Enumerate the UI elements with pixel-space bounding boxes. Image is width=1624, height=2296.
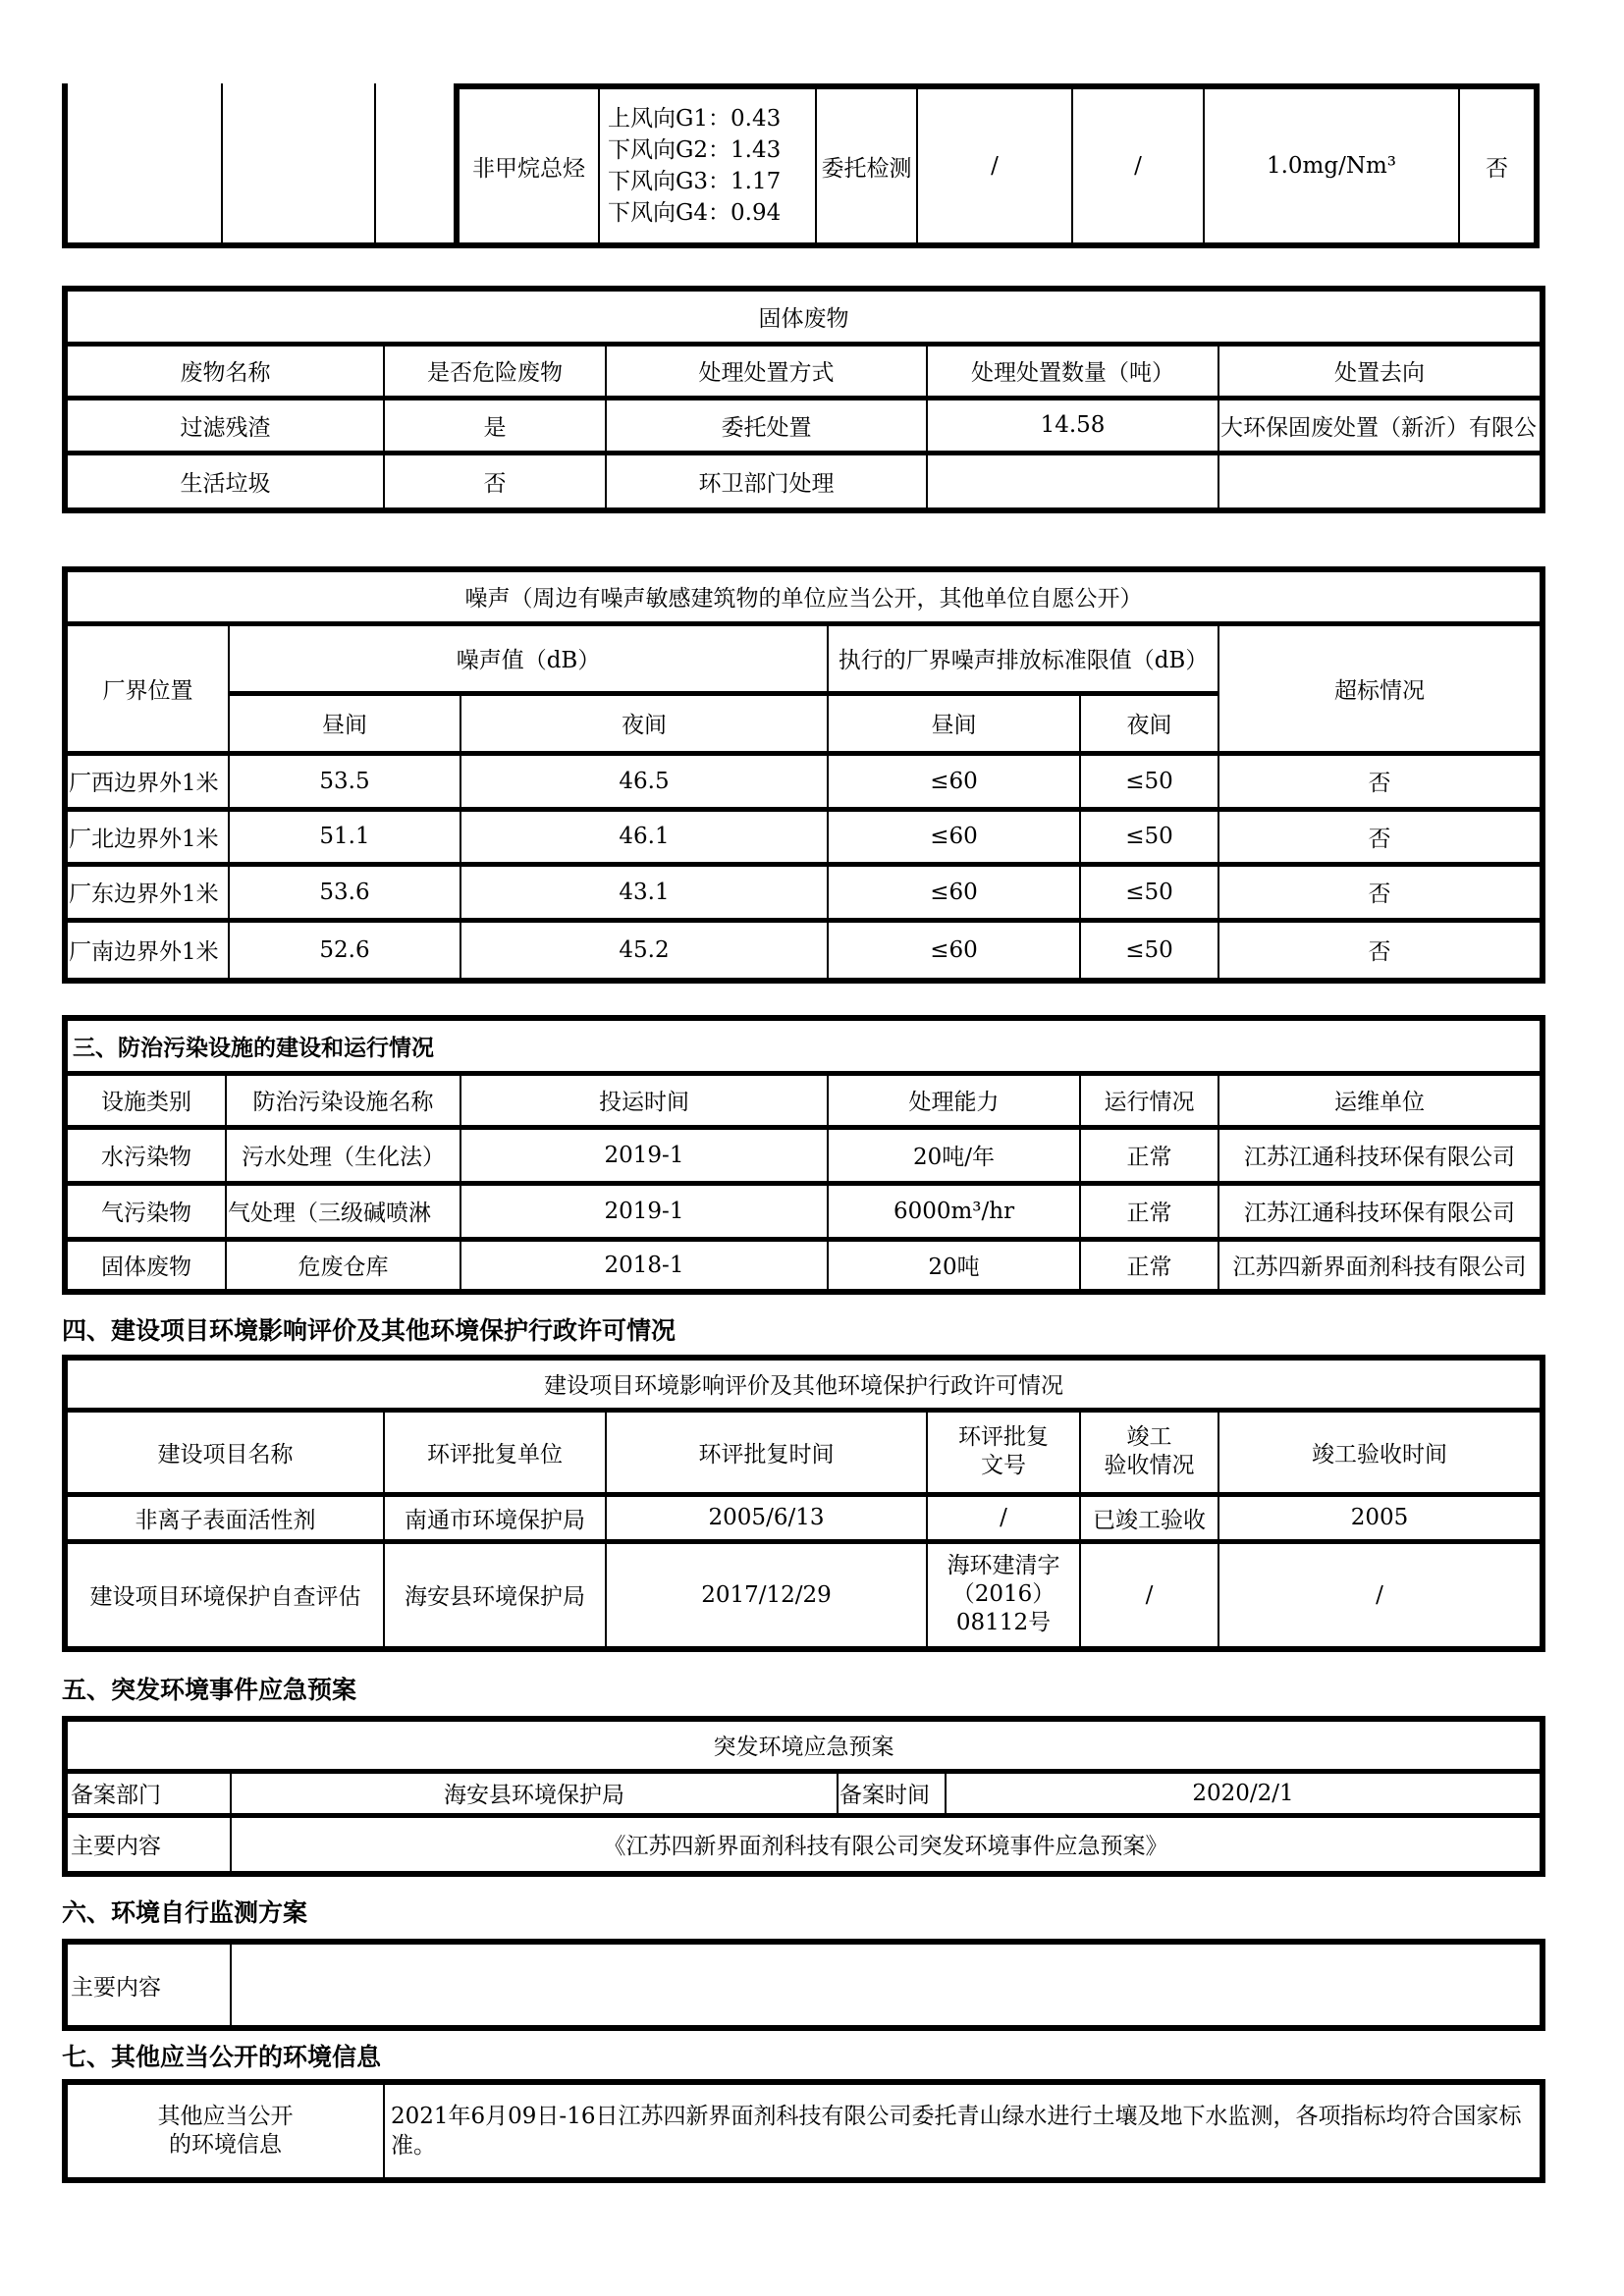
main-content-value: 《江苏四新界面剂科技有限公司突发环境事件应急预案》 [231,1815,1543,1874]
cell: 环卫部门处理 [606,453,927,510]
column-header: 环评批复时间 [606,1410,927,1494]
table-row [65,1239,1543,1292]
main-content-value [231,1942,1543,2028]
cell: 6000m³/hr [828,1183,1080,1239]
column-header: 废物名称 [65,344,384,398]
column-header: 昼间 [229,693,460,753]
cell: 海环建清字 （2016） 08112号 [927,1541,1080,1649]
table-row [65,864,1543,920]
cell: 否 [1218,809,1543,864]
group-header: 执行的厂界噪声排放标准限值（dB） [828,623,1218,693]
table-row [65,453,1543,510]
monitor-line: 下风向G2：1.43 [608,136,782,163]
cell: ≤60 [828,920,1080,981]
solid-waste-table [62,286,1545,513]
cell: 53.5 [229,753,460,809]
cell: 2019-1 [460,1183,828,1239]
cell: 已竣工验收 [1080,1494,1218,1541]
cell: 14.58 [927,398,1218,453]
table-row [65,1815,1543,1874]
table-row [65,753,1543,809]
cell: ≤60 [828,753,1080,809]
cell: 大环保固废处置（新沂）有限公 [1218,398,1543,453]
table-row [65,1942,1543,2028]
table-row [65,809,1543,864]
table-row [65,1541,1543,1649]
table-row [65,1127,1543,1183]
column-header: 竣工验收时间 [1218,1410,1543,1494]
empty-cell [376,83,454,242]
column-header: 是否危险废物 [384,344,606,398]
column-header: 昼间 [828,693,1080,753]
column-header: 环评批复单位 [384,1410,606,1494]
main-content-label: 主要内容 [65,1942,231,2028]
slash-cell: / [1073,89,1205,242]
column-header: 设施类别 [65,1073,226,1127]
cell: 43.1 [460,864,828,920]
cell: 厂北边界外1米 [65,809,229,864]
cell: 正常 [1080,1127,1218,1183]
air-monitoring-table-continued [62,83,1540,248]
column-header: 运维单位 [1218,1073,1543,1127]
cell: ≤60 [828,864,1080,920]
air-monitoring-row [454,83,1540,242]
table-row [65,1494,1543,1541]
cell: 2018-1 [460,1239,828,1292]
monitor-line: 下风向G3：1.17 [608,168,782,194]
cell: 江苏江通科技环保有限公司 [1218,1127,1543,1183]
table-row [65,1183,1543,1239]
cell: 53.6 [229,864,460,920]
cell: 2005 [1218,1494,1543,1541]
cell: ≤50 [1080,864,1218,920]
cell: 52.6 [229,920,460,981]
column-header: 处置去向 [1218,344,1543,398]
solid-waste-title: 固体废物 [65,289,1543,344]
cell: / [1218,1541,1543,1649]
cell: 非离子表面活性剂 [65,1494,384,1541]
cell: / [927,1494,1080,1541]
self-monitoring-table [62,1939,1545,2031]
table-row [65,920,1543,981]
column-header: 竣工 验收情况 [1080,1410,1218,1494]
monitoring-result-cell [600,89,817,242]
cell: 水污染物 [65,1127,226,1183]
cell: 否 [1218,864,1543,920]
cell: 正常 [1080,1183,1218,1239]
cell: 45.2 [460,920,828,981]
cell: / [1080,1541,1218,1649]
eia-table-title: 建设项目环境影响评价及其他环境保护行政许可情况 [65,1358,1543,1410]
monitoring-method-cell: 委托检测 [817,89,918,242]
column-header: 超标情况 [1218,623,1543,753]
cell: ≤60 [828,809,1080,864]
cell: 正常 [1080,1239,1218,1292]
column-header: 环评批复 文号 [927,1410,1080,1494]
cell: 生活垃圾 [65,453,384,510]
section5-heading: 五、突发环境事件应急预案 [62,1676,357,1704]
cell [927,453,1218,510]
exceed-status-cell: 否 [1486,155,1508,182]
noise-title: 噪声（周边有噪声敏感建筑物的单位应当公开，其他单位自愿公开） [65,569,1543,623]
slash-cell: / [918,89,1073,242]
cell: 厂南边界外1米 [65,920,229,981]
cell: 否 [384,453,606,510]
column-header: 夜间 [1080,693,1218,753]
table-row [65,398,1543,453]
monitor-line: 上风向G1：0.43 [608,105,782,132]
cell: 危废仓库 [226,1239,460,1292]
column-header: 处理处置方式 [606,344,927,398]
eia-permits-table [62,1355,1545,1652]
filing-dept-value: 海安县环境保护局 [231,1771,838,1815]
section4-heading: 四、建设项目环境影响评价及其他环境保护行政许可情况 [62,1316,677,1345]
column-header: 运行情况 [1080,1073,1218,1127]
table-row [65,1771,1543,1815]
cell: 气处理（三级碱喷淋 [226,1183,460,1239]
pollution-control-facilities-table [62,1015,1545,1295]
other-info-table [62,2079,1545,2183]
monitor-line: 下风向G4：0.94 [608,199,782,226]
cell: 江苏江通科技环保有限公司 [1218,1183,1543,1239]
table-row [65,2082,1543,2180]
cell: 海安县环境保护局 [384,1541,606,1649]
column-header: 厂界位置 [65,623,229,753]
report-page [62,83,1540,2183]
empty-cell [62,83,223,242]
emergency-plan-table [62,1716,1545,1877]
group-header: 噪声值（dB） [229,623,828,693]
other-info-content: 2021年6月09日-16日江苏四新界面剂科技有限公司委托青山绿水进行土壤及地下水监测，各项指标均符合国家标准。 [384,2082,1543,2180]
empty-cell [223,83,376,242]
column-header: 处理能力 [828,1073,1080,1127]
cell: 是 [384,398,606,453]
cell: 20吨 [828,1239,1080,1292]
cell: 委托处置 [606,398,927,453]
cell: 南通市环境保护局 [384,1494,606,1541]
cell: 46.1 [460,809,828,864]
column-header: 夜间 [460,693,828,753]
cell: 厂西边界外1米 [65,753,229,809]
section6-heading: 六、环境自行监测方案 [62,1898,308,1927]
filing-dept-label: 备案部门 [65,1771,231,1815]
cell: 过滤残渣 [65,398,384,453]
filing-time-label: 备案时间 [838,1771,946,1815]
cell: 2017/12/29 [606,1541,927,1649]
column-header: 处理处置数量（吨） [927,344,1218,398]
cell [1218,453,1543,510]
cell: 否 [1218,753,1543,809]
filing-time-value: 2020/2/1 [946,1771,1543,1815]
cell: 51.1 [229,809,460,864]
cell: 江苏四新界面剂科技有限公司 [1218,1239,1543,1292]
cell: 气污染物 [65,1183,226,1239]
cell: 否 [1218,920,1543,981]
main-content-label: 主要内容 [65,1815,231,1874]
cell: ≤50 [1080,753,1218,809]
column-header: 投运时间 [460,1073,828,1127]
other-info-label: 其他应当公开 的环境信息 [65,2082,384,2180]
cell: 46.5 [460,753,828,809]
cell: 固体废物 [65,1239,226,1292]
cell: 2019-1 [460,1127,828,1183]
cell: ≤50 [1080,920,1218,981]
section3-heading: 三、防治污染设施的建设和运行情况 [65,1018,1543,1073]
cell: 厂东边界外1米 [65,864,229,920]
column-header: 建设项目名称 [65,1410,384,1494]
noise-table [62,566,1545,984]
emergency-plan-title: 突发环境应急预案 [65,1719,1543,1771]
cell: 20吨/年 [828,1127,1080,1183]
column-header: 防治污染设施名称 [226,1073,460,1127]
cell: 2005/6/13 [606,1494,927,1541]
pollutant-name-cell: 非甲烷总烃 [460,89,600,242]
cell: 建设项目环境保护自查评估 [65,1541,384,1649]
cell: 污水处理（生化法） [226,1127,460,1183]
section7-heading: 七、其他应当公开的环境信息 [62,2043,382,2071]
emission-limit-cell: 1.0mg/Nm³ [1205,89,1460,242]
cell: ≤50 [1080,809,1218,864]
